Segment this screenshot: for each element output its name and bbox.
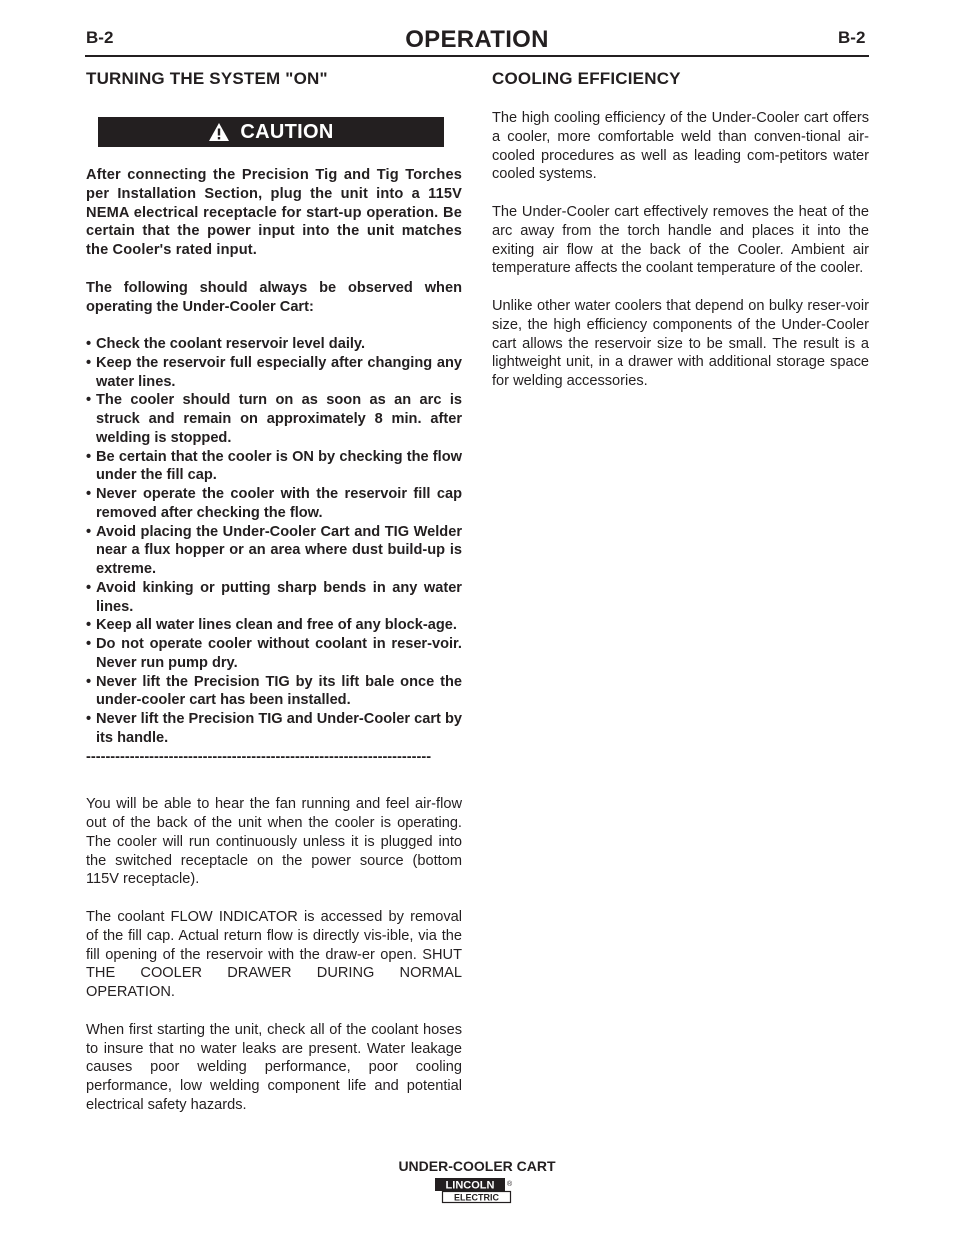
page-number-left: B-2	[86, 28, 114, 47]
list-item: • Never operate the cooler with the reservoir fill cap removed after checking the flow.	[86, 485, 462, 523]
list-item: • Check the coolant reservoir level daily.	[86, 335, 462, 354]
svg-text:LINCOLN: LINCOLN	[445, 1179, 495, 1192]
right-column	[492, 69, 869, 391]
precaution-list	[86, 335, 462, 748]
list-item: • Never lift the Precision TIG and Under-Cooler cart by its handle.	[86, 710, 462, 748]
warning-triangle-icon	[208, 122, 230, 142]
list-item: • Be certain that the cooler is ON by checking the flow under the fill cap.	[86, 448, 462, 486]
paragraph-reservoir-size: Unlike other water coolers that depend on bulky reser-voir size, the high efficiency components of the Under-Cooler cart allows the reservoir size to be small. The result is a lightweight unit, in a drawer with additional storage space for welding accessories.	[492, 298, 869, 389]
list-item: • Do not operate cooler without coolant in reser-voir. Never run pump dry.	[86, 635, 462, 673]
paragraph-heat-removal: The Under-Cooler cart effectively removes the heat of the arc away from the torch handle and places it into the exiting air flow at the back of the Cooler. Ambient air temperature affects the coolant temperature of the cooler.	[492, 204, 869, 277]
left-column	[86, 69, 462, 1115]
caution-paragraph-startup: After connecting the Precision Tig and Tig Torches per Installation Section, plug the unit into a 115V NEMA electrical receptacle for start-up operation. Be certain that the power input into the unit matches the Cooler's rated input.	[86, 167, 462, 258]
paragraph-efficiency: The high cooling efficiency of the Under-Cooler cart offers a cooler, more comfortable weld than conven-tional air-cooled procedures as well as leading com-petitors water cooled systems.	[492, 110, 869, 183]
list-item: • The cooler should turn on as soon as an arc is struck and remain on approximately 8 min. after welding is stopped.	[86, 391, 462, 447]
caution-end-divider: -----------------------------------------------------------------------	[86, 748, 432, 765]
page-number-right: B-2	[838, 28, 866, 47]
paragraph-flow-indicator: The coolant FLOW INDICATOR is accessed by removal of the fill cap. Actual return flow is directly vis-ible, via the fill opening of the reservoir with the draw-er open. SHUT THE COOLER DRAWER DURING NORMAL OPERATION.	[86, 909, 462, 1000]
list-item: • Keep all water lines clean and free of any block-age.	[86, 616, 462, 635]
list-item: • Avoid placing the Under-Cooler Cart and TIG Welder near a flux hopper or an area where dust build-up is extreme.	[86, 523, 462, 579]
svg-text:ELECTRIC: ELECTRIC	[454, 1192, 499, 1203]
list-item: • Avoid kinking or putting sharp bends in any water lines.	[86, 579, 462, 617]
header-rule	[85, 55, 869, 57]
svg-text:®: ®	[507, 1181, 513, 1188]
paragraph-fan-running: You will be able to hear the fan running and feel air-flow out of the back of the unit when the cooler is operating. The cooler will run continuously unless it is plugged into the switched receptacle on the power source (bottom 115V receptacle).	[86, 796, 462, 888]
lincoln-electric-logo	[434, 1177, 514, 1204]
caution-paragraph-observe: The following should always be observed when operating the Under-Cooler Cart:	[86, 279, 462, 315]
list-item: • Keep the reservoir full especially after changing any water lines.	[86, 354, 462, 392]
section-heading-turning-on: TURNING THE SYSTEM "ON"	[86, 69, 328, 88]
footer-product-name: UNDER-COOLER CART	[398, 1158, 556, 1174]
paragraph-starting-unit: When first starting the unit, check all of the coolant hoses to insure that no water leaks are present. Water leakage causes poor welding performance, poor cooling performance, low welding component life and potential electrical safety hazards.	[86, 1021, 462, 1113]
section-heading-cooling-efficiency: COOLING EFFICIENCY	[492, 69, 681, 88]
caution-banner	[98, 117, 444, 147]
list-item: • Never lift the Precision TIG by its lift bale once the under-cooler cart has been installed.	[86, 673, 462, 711]
page-title: OPERATION	[405, 26, 549, 53]
caution-label: CAUTION	[240, 120, 334, 143]
